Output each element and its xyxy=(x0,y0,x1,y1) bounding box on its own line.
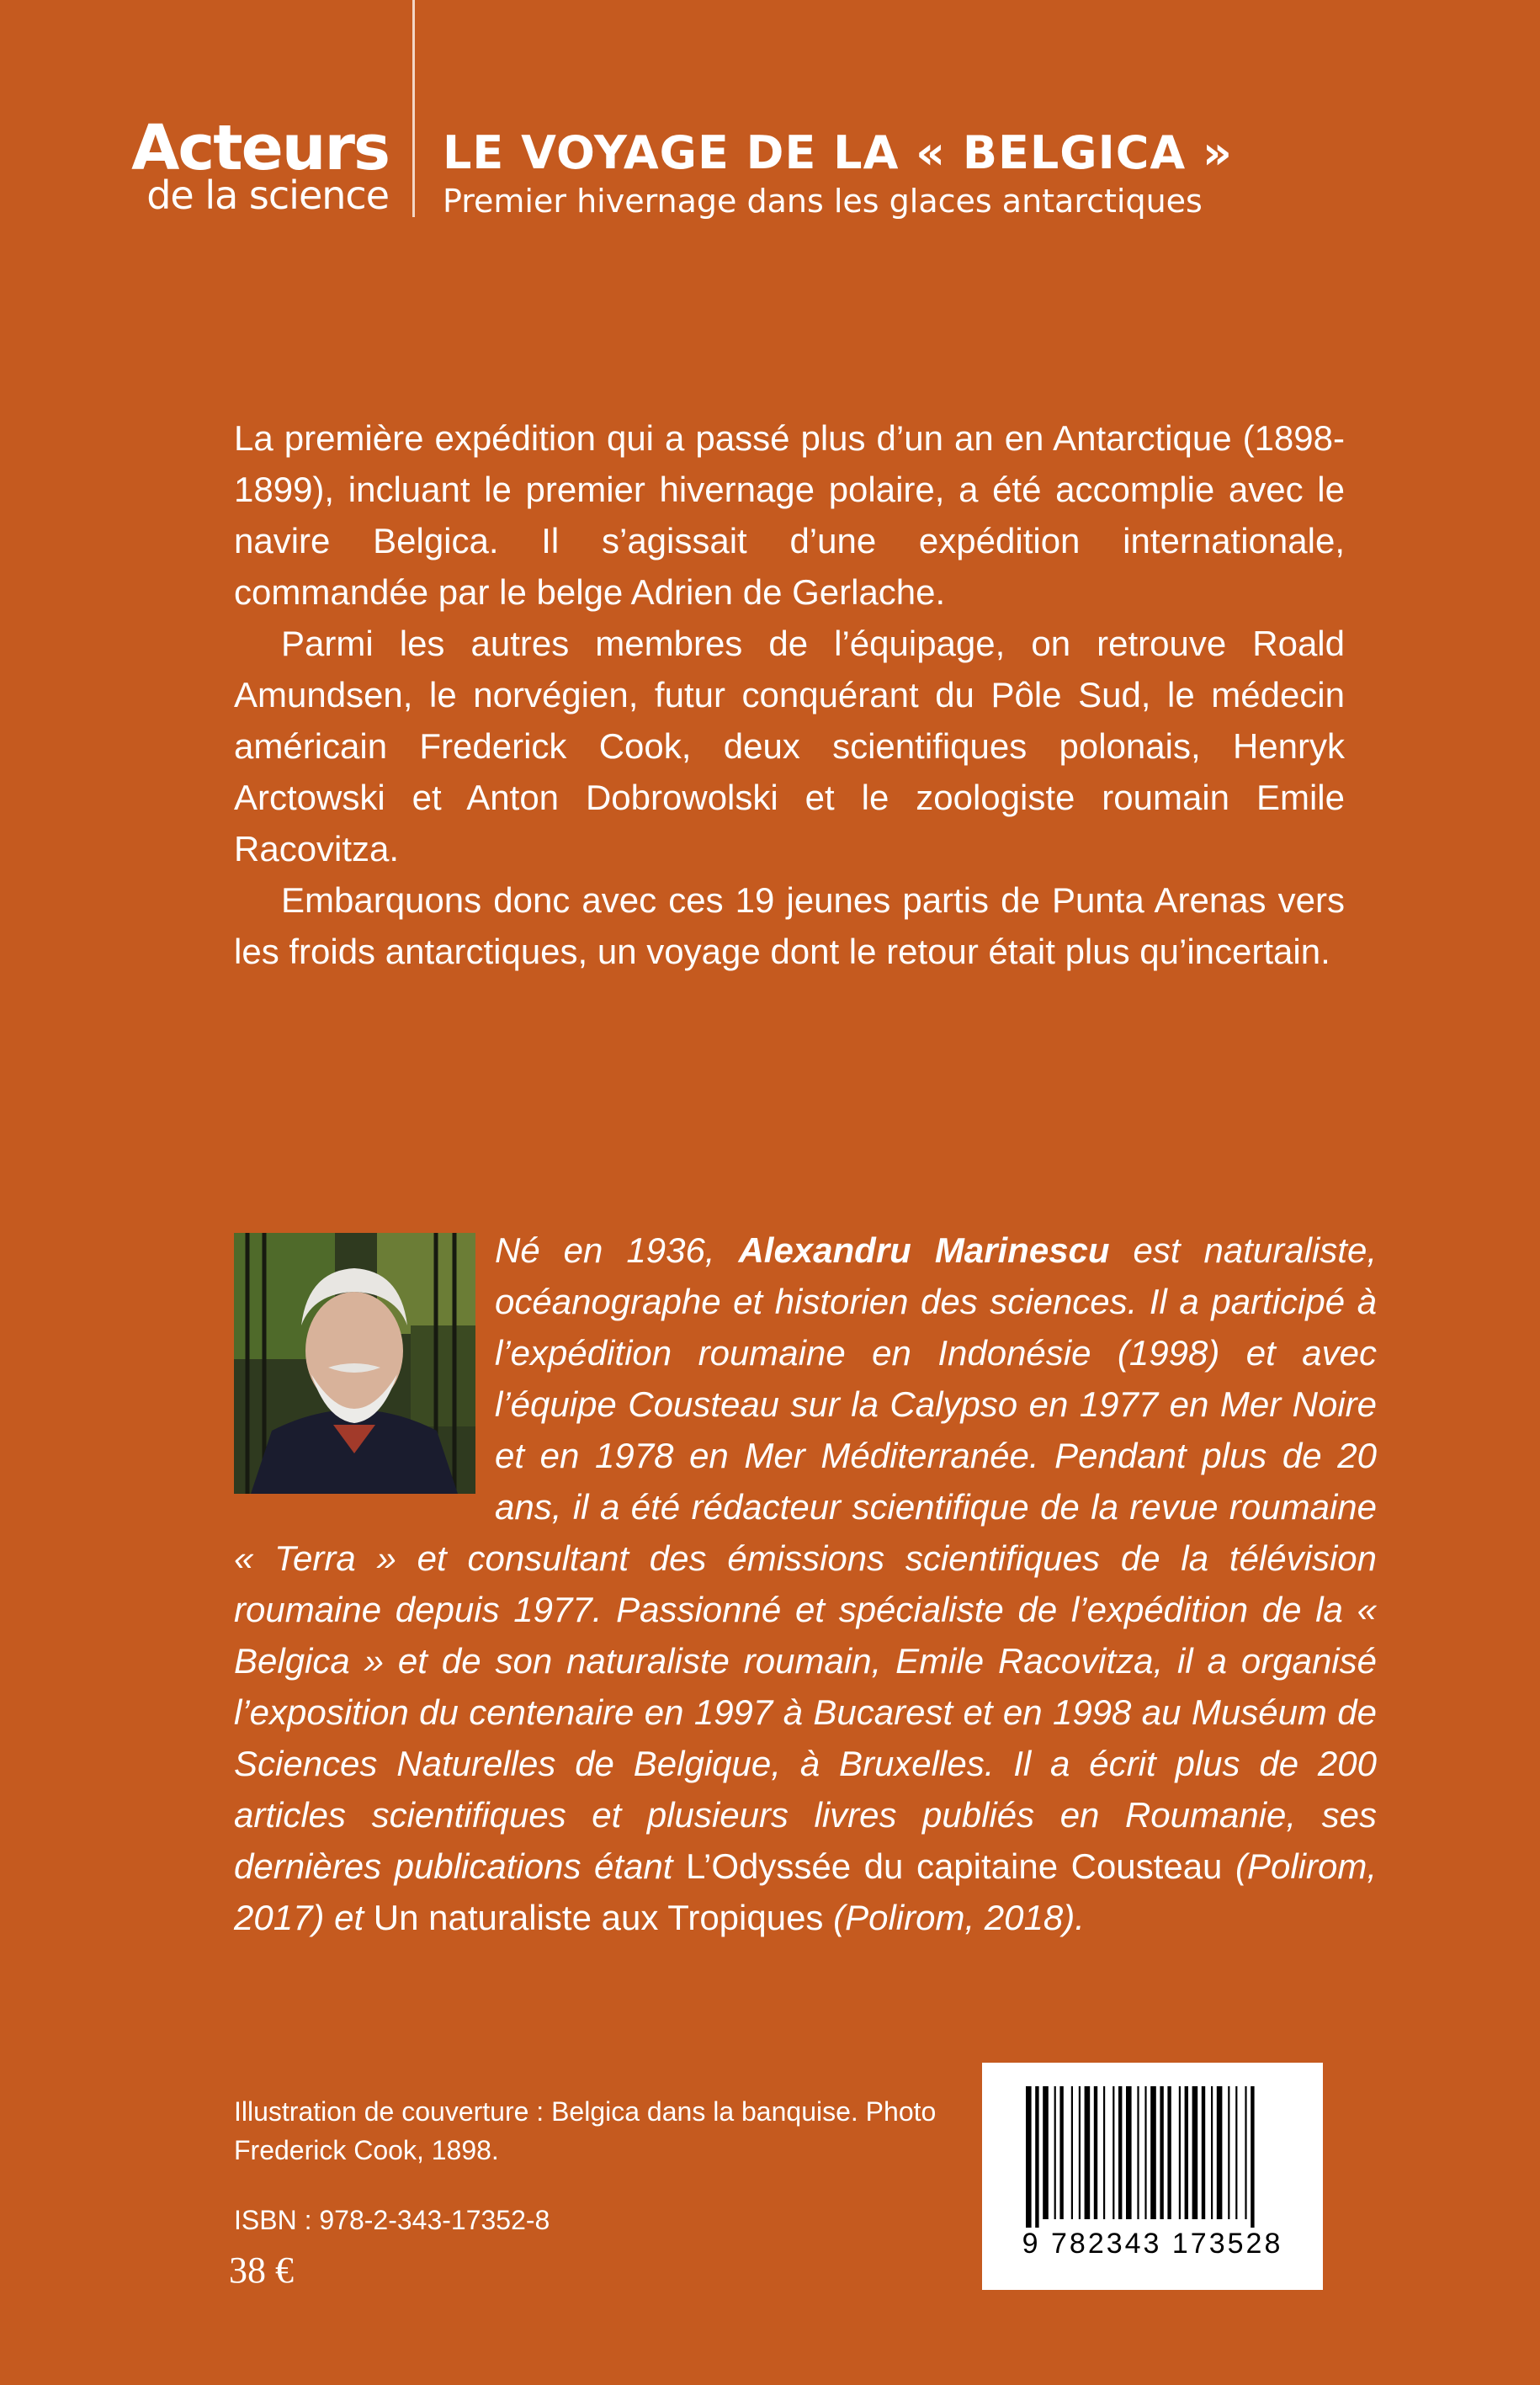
barcode-bar xyxy=(1235,2086,1237,2219)
barcode-bar xyxy=(1192,2086,1198,2219)
summary-paragraph: La première expédition qui a passé plus d’un an en Antarctique (1898-1899), incluant le premier hivernage polaire, a été accomplie avec le navire Belgica. Il s’agissait d’une expédition internationale, commandée par le belge Adrien de Gerlache. xyxy=(234,418,1345,612)
barcode-bar xyxy=(1103,2086,1105,2219)
barcode xyxy=(982,2063,1323,2290)
barcode-bar xyxy=(1179,2086,1181,2219)
barcode-bar xyxy=(1079,2086,1081,2219)
barcode-icon xyxy=(982,2063,1323,2231)
barcode-bar xyxy=(1094,2086,1097,2219)
series-name: Acteurs xyxy=(131,112,389,184)
book-publisher: (Polirom, 2017) et xyxy=(234,1846,1377,1937)
barcode-bar xyxy=(1160,2086,1163,2219)
barcode-bar xyxy=(1137,2086,1139,2219)
bio-intro: Né en 1936, xyxy=(495,1230,739,1270)
summary xyxy=(234,412,1345,977)
bio-text: est naturaliste, océanographe et historien des sciences. Il a participé à l’expédition roumaine en Indonésie (1998) et avec l’équipe Cousteau sur la Calypso en 1977 en Mer Noire et en 1978 en Mer Méditerranée. Pendant plus de 20 ans, il a été rédacteur scientifique de la revue roumaine « Terra » et consultant des émissions scientifiques de la télévision roumaine depuis 1977. Passionné et spécialiste de l’expédition de la « Belgica » et de son naturaliste roumain, Emile Racovitza, il a organisé l’exposition du centenaire en 1997 à Bucarest et en 1998 au Muséum de Sciences Naturelles de Belgique, à Bruxelles. Il a écrit plus de 200 articles scientifiques et plusieurs livres publiés en Roumanie, ses dernières publications étant xyxy=(234,1230,1377,1886)
barcode-bar xyxy=(1245,2086,1246,2219)
barcode-bar xyxy=(1150,2086,1156,2219)
barcode-bar xyxy=(1185,2086,1188,2219)
book-reference: Un naturaliste aux Tropiques xyxy=(373,1898,824,1937)
barcode-bar xyxy=(1118,2086,1122,2219)
series-subname: de la science xyxy=(146,173,389,218)
book-reference: L’Odyssée du capitaine Cousteau xyxy=(686,1846,1223,1886)
barcode-bar xyxy=(1167,2086,1171,2219)
barcode-bar xyxy=(1071,2086,1073,2219)
barcode-bar xyxy=(1217,2086,1223,2219)
book-publisher: (Polirom, 2018). xyxy=(823,1898,1085,1937)
barcode-bar xyxy=(1228,2086,1229,2219)
series-logo xyxy=(119,112,389,218)
barcode-bar xyxy=(1085,2086,1091,2219)
barcode-bar xyxy=(1113,2086,1114,2219)
barcode-bar xyxy=(1026,2086,1032,2228)
summary-paragraph: Parmi les autres membres de l’équipage, on retrouve Roald Amundsen, le norvégien, futur conquérant du Pôle Sud, le médecin américain Frederick Cook, deux scientifiques polonais, Henryk Arctowski et Anton Dobrowolski et le zoologiste roumain Emile Racovitza. xyxy=(234,624,1345,868)
author-name: Alexandru Marinescu xyxy=(738,1230,1110,1270)
isbn: ISBN : 978-2-343-17352-8 xyxy=(234,2205,550,2235)
barcode-bar xyxy=(1054,2086,1056,2219)
barcode-bar xyxy=(1043,2086,1049,2219)
barcode-bar xyxy=(1211,2086,1213,2219)
cover-credit: Illustration de couverture : Belgica dans la banquise. Photo Frederick Cook, 1898. xyxy=(234,2096,937,2165)
author-portrait-icon xyxy=(234,1233,475,1494)
author-photo xyxy=(234,1233,475,1494)
barcode-bar xyxy=(1035,2086,1038,2228)
barcode-bar xyxy=(1059,2086,1063,2219)
barcode-bar xyxy=(1126,2086,1132,2219)
book-subtitle: Premier hivernage dans les glaces antarctiques xyxy=(443,183,1203,220)
book-title: LE VOYAGE DE LA « BELGICA » xyxy=(443,126,1233,179)
header-divider xyxy=(412,0,415,217)
barcode-bar xyxy=(1251,2086,1254,2228)
price: 38 € xyxy=(229,2250,294,2291)
barcode-bar xyxy=(1202,2086,1205,2219)
barcode-bar xyxy=(1144,2086,1146,2219)
summary-paragraph: Embarquons donc avec ces 19 jeunes partis de Punta Arenas vers les froids antarctiques, un voyage dont le retour était plus qu’incertain. xyxy=(234,880,1345,971)
barcode-digits: 9 782343 173528 xyxy=(1022,2228,1283,2260)
